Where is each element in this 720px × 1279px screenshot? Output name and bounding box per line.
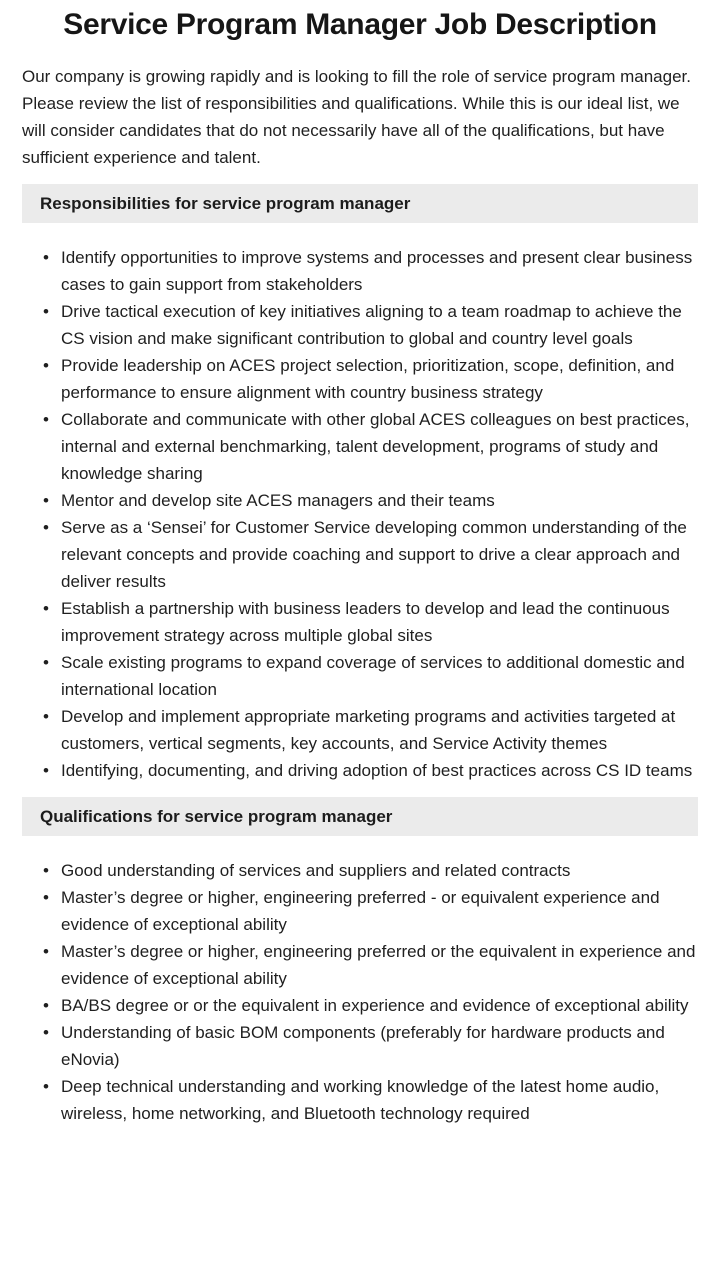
- list-item: • Understanding of basic BOM components (preferably for hardware products and eNovia): [22, 1019, 698, 1073]
- intro-paragraph: Our company is growing rapidly and is looking to fill the role of service program manager. Please review the list of responsibilities and qualifications. While this is our ideal list, we will consider candidates that do not necessarily have all of the qualifications, but have sufficient experience and talent.: [22, 67, 691, 167]
- section-responsibilities: [22, 184, 698, 784]
- list-item: • Serve as a ‘Sensei’ for Customer Service developing common understanding of the relevant concepts and provide coaching and support to drive a clear approach and deliver results: [22, 514, 698, 595]
- section-heading-qualifications: Qualifications for service program manager: [22, 797, 698, 836]
- list-item: • Develop and implement appropriate marketing programs and activities targeted at customers, vertical segments, key accounts, and Service Activity themes: [22, 703, 698, 757]
- section-qualifications: [22, 797, 698, 1127]
- list-item: • Scale existing programs to expand coverage of services to additional domestic and international location: [22, 649, 698, 703]
- list-item: • Good understanding of services and suppliers and related contracts: [22, 857, 698, 884]
- section-heading-responsibilities: Responsibilities for service program manager: [22, 184, 698, 223]
- list-item: • Provide leadership on ACES project selection, prioritization, scope, definition, and performance to ensure alignment with country business strategy: [22, 352, 698, 406]
- list-item: • Drive tactical execution of key initiatives aligning to a team roadmap to achieve the CS vision and make significant contribution to global and country level goals: [22, 298, 698, 352]
- job-description-document: [0, 7, 720, 1127]
- responsibilities-list: [22, 244, 698, 784]
- list-item: • Identify opportunities to improve systems and processes and present clear business cases to gain support from stakeholders: [22, 244, 698, 298]
- list-item: • Master’s degree or higher, engineering preferred - or equivalent experience and evidence of exceptional ability: [22, 884, 698, 938]
- page-title: Service Program Manager Job Description: [63, 8, 657, 41]
- list-item: • Mentor and develop site ACES managers and their teams: [22, 487, 698, 514]
- list-item: • Establish a partnership with business leaders to develop and lead the continuous improvement strategy across multiple global sites: [22, 595, 698, 649]
- list-item: • Deep technical understanding and working knowledge of the latest home audio, wireless, home networking, and Bluetooth technology required: [22, 1073, 698, 1127]
- list-item: • BA/BS degree or or the equivalent in experience and evidence of exceptional ability: [22, 992, 698, 1019]
- list-item: • Collaborate and communicate with other global ACES colleagues on best practices, internal and external benchmarking, talent development, programs of study and knowledge sharing: [22, 406, 698, 487]
- list-item: • Master’s degree or higher, engineering preferred or the equivalent in experience and evidence of exceptional ability: [22, 938, 698, 992]
- qualifications-list: [22, 857, 698, 1127]
- list-item: • Identifying, documenting, and driving adoption of best practices across CS ID teams: [22, 757, 698, 784]
